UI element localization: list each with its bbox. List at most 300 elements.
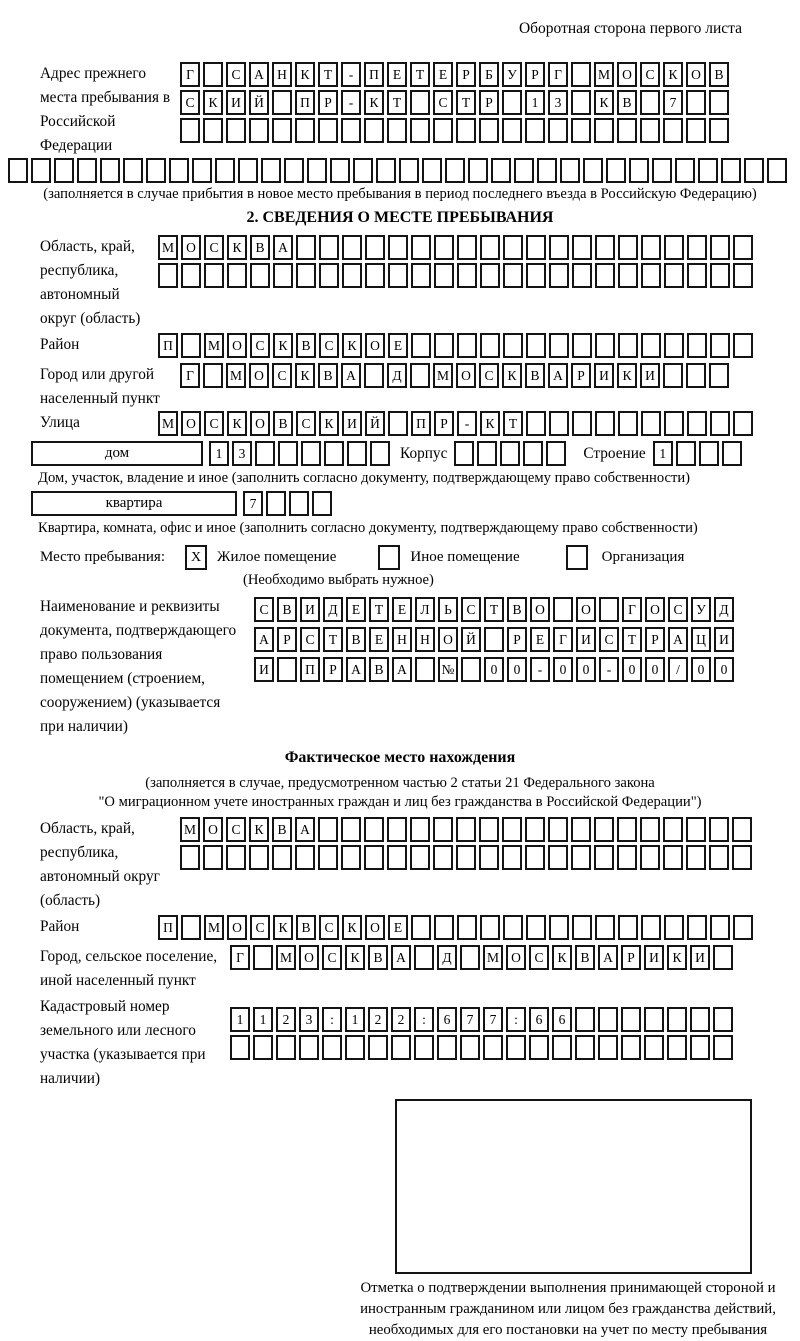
char-cell[interactable] [598,1007,618,1032]
char-cell[interactable] [312,491,332,516]
char-cell[interactable]: Й [249,90,269,115]
char-cell[interactable] [272,90,292,115]
char-cell[interactable] [324,441,344,466]
char-cell[interactable]: В [272,817,292,842]
char-cell[interactable]: 7 [243,491,263,516]
char-cell[interactable] [526,333,546,358]
char-cell[interactable] [410,845,430,870]
char-cell[interactable]: К [552,945,572,970]
char-cell[interactable] [571,118,591,143]
char-cell[interactable]: П [300,657,320,682]
char-cell[interactable]: О [686,62,706,87]
char-cell[interactable]: Е [346,597,366,622]
char-cell[interactable] [261,158,281,183]
char-cell[interactable] [667,1007,687,1032]
char-cell[interactable] [549,333,569,358]
char-cell[interactable] [526,235,546,260]
char-cell[interactable] [410,363,430,388]
char-cell[interactable] [226,845,246,870]
char-cell[interactable] [663,363,683,388]
char-cell[interactable]: С [300,627,320,652]
char-cell[interactable] [410,118,430,143]
char-cell[interactable] [640,90,660,115]
char-cell[interactable] [572,411,592,436]
char-cell[interactable] [618,235,638,260]
char-cell[interactable] [387,845,407,870]
char-cell[interactable]: 1 [525,90,545,115]
char-cell[interactable]: И [576,627,596,652]
char-cell[interactable]: Ь [438,597,458,622]
char-cell[interactable]: Е [369,627,389,652]
char-cell[interactable]: К [663,62,683,87]
char-cell[interactable] [341,845,361,870]
char-cell[interactable] [548,817,568,842]
char-cell[interactable] [710,263,730,288]
char-cell[interactable] [204,263,224,288]
char-cell[interactable] [181,263,201,288]
char-cell[interactable] [295,118,315,143]
char-cell[interactable] [506,1035,526,1060]
char-cell[interactable]: 1 [345,1007,365,1032]
char-cell[interactable] [571,817,591,842]
char-cell[interactable]: И [254,657,274,682]
char-cell[interactable] [480,235,500,260]
char-cell[interactable] [572,333,592,358]
char-cell[interactable]: О [227,915,247,940]
char-cell[interactable] [319,235,339,260]
char-cell[interactable]: 2 [276,1007,296,1032]
char-cell[interactable] [457,235,477,260]
char-cell[interactable] [456,845,476,870]
char-cell[interactable] [641,333,661,358]
char-cell[interactable] [640,817,660,842]
char-cell[interactable] [733,915,753,940]
char-cell[interactable] [123,158,143,183]
char-cell[interactable]: А [273,235,293,260]
char-cell[interactable]: 0 [645,657,665,682]
char-cell[interactable]: А [548,363,568,388]
char-cell[interactable]: Р [507,627,527,652]
char-cell[interactable] [644,1007,664,1032]
char-cell[interactable]: О [250,411,270,436]
char-cell[interactable] [571,845,591,870]
char-cell[interactable] [594,845,614,870]
char-cell[interactable] [641,915,661,940]
char-cell[interactable]: У [502,62,522,87]
char-cell[interactable] [548,845,568,870]
char-cell[interactable]: О [530,597,550,622]
char-cell[interactable]: Т [369,597,389,622]
char-cell[interactable] [364,118,384,143]
char-cell[interactable] [322,1035,342,1060]
char-cell[interactable]: Т [410,62,430,87]
char-cell[interactable] [526,263,546,288]
char-cell[interactable] [732,817,752,842]
char-cell[interactable] [341,118,361,143]
char-cell[interactable]: М [158,411,178,436]
char-cell[interactable] [273,263,293,288]
char-cell[interactable] [710,235,730,260]
char-cell[interactable] [594,817,614,842]
char-cell[interactable]: К [295,363,315,388]
char-cell[interactable] [687,263,707,288]
char-cell[interactable]: В [617,90,637,115]
char-cell[interactable] [289,491,309,516]
char-cell[interactable] [307,158,327,183]
char-cell[interactable]: Е [530,627,550,652]
char-cell[interactable]: У [691,597,711,622]
char-cell[interactable]: 1 [653,441,673,466]
char-cell[interactable]: Н [392,627,412,652]
char-cell[interactable]: А [391,945,411,970]
char-cell[interactable] [618,263,638,288]
char-cell[interactable] [595,915,615,940]
char-cell[interactable] [454,441,474,466]
char-cell[interactable] [733,411,753,436]
char-cell[interactable] [456,817,476,842]
char-cell[interactable] [595,333,615,358]
char-cell[interactable] [664,411,684,436]
char-cell[interactable]: К [364,90,384,115]
char-cell[interactable]: В [368,945,388,970]
char-cell[interactable]: Р [571,363,591,388]
char-cell[interactable] [710,915,730,940]
char-cell[interactable]: Д [323,597,343,622]
char-cell[interactable] [575,1035,595,1060]
char-cell[interactable] [744,158,764,183]
char-cell[interactable] [230,1035,250,1060]
char-cell[interactable]: 0 [622,657,642,682]
char-cell[interactable] [415,657,435,682]
char-cell[interactable] [457,263,477,288]
char-cell[interactable] [690,1007,710,1032]
char-cell[interactable]: М [226,363,246,388]
char-cell[interactable] [526,915,546,940]
char-cell[interactable] [699,441,719,466]
char-cell[interactable] [621,1035,641,1060]
char-cell[interactable] [387,817,407,842]
char-cell[interactable]: П [158,915,178,940]
char-cell[interactable] [733,333,753,358]
char-cell[interactable]: 0 [691,657,711,682]
char-cell[interactable] [572,235,592,260]
char-cell[interactable] [571,62,591,87]
char-cell[interactable]: С [250,915,270,940]
char-cell[interactable] [433,845,453,870]
char-cell[interactable]: А [254,627,274,652]
char-cell[interactable] [560,158,580,183]
char-cell[interactable]: 1 [253,1007,273,1032]
char-cell[interactable]: - [530,657,550,682]
char-cell[interactable] [410,90,430,115]
char-cell[interactable] [553,597,573,622]
checkbox-residential[interactable]: X [185,545,207,570]
char-cell[interactable] [180,845,200,870]
char-cell[interactable] [502,817,522,842]
char-cell[interactable]: С [272,363,292,388]
char-cell[interactable]: 0 [507,657,527,682]
char-cell[interactable]: А [598,945,618,970]
char-cell[interactable] [502,90,522,115]
char-cell[interactable] [575,1007,595,1032]
char-cell[interactable]: С [296,411,316,436]
char-cell[interactable]: М [204,915,224,940]
char-cell[interactable]: Т [503,411,523,436]
char-cell[interactable] [479,845,499,870]
char-cell[interactable] [484,627,504,652]
char-cell[interactable]: К [319,411,339,436]
char-cell[interactable]: О [576,597,596,622]
char-cell[interactable] [709,845,729,870]
char-cell[interactable]: И [714,627,734,652]
char-cell[interactable]: О [617,62,637,87]
char-cell[interactable] [100,158,120,183]
char-cell[interactable] [479,118,499,143]
char-cell[interactable] [572,915,592,940]
char-cell[interactable]: Т [484,597,504,622]
char-cell[interactable] [709,90,729,115]
char-cell[interactable]: Й [365,411,385,436]
char-cell[interactable] [388,235,408,260]
char-cell[interactable] [253,945,273,970]
char-cell[interactable]: 1 [209,441,229,466]
char-cell[interactable]: В [369,657,389,682]
char-cell[interactable] [370,441,390,466]
char-cell[interactable] [548,118,568,143]
char-cell[interactable]: Г [622,597,642,622]
char-cell[interactable] [422,158,442,183]
char-cell[interactable] [480,915,500,940]
char-cell[interactable] [664,333,684,358]
char-cell[interactable]: К [273,333,293,358]
char-cell[interactable]: № [438,657,458,682]
char-cell[interactable]: Е [392,597,412,622]
char-cell[interactable]: К [617,363,637,388]
char-cell[interactable]: 2 [391,1007,411,1032]
char-cell[interactable] [549,915,569,940]
char-cell[interactable] [330,158,350,183]
char-cell[interactable] [549,411,569,436]
char-cell[interactable] [529,1035,549,1060]
char-cell[interactable] [503,263,523,288]
char-cell[interactable] [687,235,707,260]
char-cell[interactable] [341,817,361,842]
char-cell[interactable]: С [250,333,270,358]
char-cell[interactable]: К [227,411,247,436]
char-cell[interactable] [77,158,97,183]
char-cell[interactable] [410,817,430,842]
char-cell[interactable] [272,845,292,870]
char-cell[interactable] [203,118,223,143]
char-cell[interactable]: Й [461,627,481,652]
char-cell[interactable]: В [318,363,338,388]
char-cell[interactable]: Г [548,62,568,87]
char-cell[interactable] [414,945,434,970]
char-cell[interactable]: 7 [663,90,683,115]
char-cell[interactable]: П [411,411,431,436]
char-cell[interactable]: К [295,62,315,87]
char-cell[interactable]: И [300,597,320,622]
char-cell[interactable] [595,263,615,288]
char-cell[interactable] [552,1035,572,1060]
char-cell[interactable] [399,158,419,183]
char-cell[interactable] [203,62,223,87]
char-cell[interactable]: И [226,90,246,115]
char-cell[interactable] [687,915,707,940]
char-cell[interactable] [477,441,497,466]
char-cell[interactable] [250,263,270,288]
char-cell[interactable]: Е [388,333,408,358]
char-cell[interactable] [595,235,615,260]
char-cell[interactable] [434,263,454,288]
char-cell[interactable]: М [483,945,503,970]
char-cell[interactable]: : [322,1007,342,1032]
char-cell[interactable]: П [158,333,178,358]
char-cell[interactable] [526,411,546,436]
char-cell[interactable]: 7 [460,1007,480,1032]
char-cell[interactable]: Р [456,62,476,87]
char-cell[interactable] [353,158,373,183]
char-cell[interactable]: И [644,945,664,970]
char-cell[interactable] [376,158,396,183]
char-cell[interactable]: О [365,915,385,940]
char-cell[interactable]: Г [230,945,250,970]
char-cell[interactable] [411,915,431,940]
char-cell[interactable]: С [433,90,453,115]
char-cell[interactable]: В [346,627,366,652]
char-cell[interactable]: К [667,945,687,970]
char-cell[interactable]: О [249,363,269,388]
char-cell[interactable]: С [322,945,342,970]
char-cell[interactable] [686,817,706,842]
char-cell[interactable] [457,333,477,358]
char-cell[interactable] [365,235,385,260]
char-cell[interactable] [732,845,752,870]
char-cell[interactable] [698,158,718,183]
char-cell[interactable]: М [276,945,296,970]
char-cell[interactable]: О [456,363,476,388]
char-cell[interactable] [368,1035,388,1060]
char-cell[interactable] [710,333,730,358]
char-cell[interactable]: Е [387,62,407,87]
char-cell[interactable] [480,263,500,288]
char-cell[interactable] [278,441,298,466]
char-cell[interactable] [664,263,684,288]
char-cell[interactable] [253,1035,273,1060]
char-cell[interactable]: Г [180,62,200,87]
char-cell[interactable] [434,333,454,358]
char-cell[interactable]: : [414,1007,434,1032]
char-cell[interactable]: Р [318,90,338,115]
char-cell[interactable]: С [640,62,660,87]
char-cell[interactable] [238,158,258,183]
char-cell[interactable]: В [709,62,729,87]
char-cell[interactable]: Р [479,90,499,115]
char-cell[interactable] [606,158,626,183]
char-cell[interactable] [664,915,684,940]
char-cell[interactable] [721,158,741,183]
char-cell[interactable]: Д [437,945,457,970]
char-cell[interactable] [433,817,453,842]
char-cell[interactable] [181,915,201,940]
char-cell[interactable] [641,411,661,436]
char-cell[interactable] [437,1035,457,1060]
char-cell[interactable] [503,333,523,358]
char-cell[interactable] [203,363,223,388]
char-cell[interactable] [345,1035,365,1060]
char-cell[interactable] [595,411,615,436]
char-cell[interactable] [296,235,316,260]
char-cell[interactable]: Р [525,62,545,87]
char-cell[interactable] [411,235,431,260]
char-cell[interactable] [8,158,28,183]
char-cell[interactable] [667,1035,687,1060]
char-cell[interactable] [503,235,523,260]
char-cell[interactable] [652,158,672,183]
char-cell[interactable] [713,1035,733,1060]
char-cell[interactable] [676,441,696,466]
char-cell[interactable] [525,845,545,870]
char-cell[interactable]: Т [387,90,407,115]
char-cell[interactable]: П [295,90,315,115]
char-cell[interactable] [687,411,707,436]
char-cell[interactable]: А [249,62,269,87]
char-cell[interactable] [617,817,637,842]
char-cell[interactable]: М [158,235,178,260]
char-cell[interactable]: К [273,915,293,940]
char-cell[interactable] [342,235,362,260]
char-cell[interactable]: 6 [552,1007,572,1032]
char-cell[interactable] [599,597,619,622]
char-cell[interactable] [571,90,591,115]
char-cell[interactable]: И [690,945,710,970]
char-cell[interactable]: С [226,62,246,87]
char-cell[interactable] [411,333,431,358]
char-cell[interactable] [180,118,200,143]
char-cell[interactable]: К [203,90,223,115]
char-cell[interactable]: А [295,817,315,842]
char-cell[interactable] [364,817,384,842]
char-cell[interactable] [296,263,316,288]
char-cell[interactable]: К [227,235,247,260]
char-cell[interactable] [226,118,246,143]
char-cell[interactable] [690,1035,710,1060]
char-cell[interactable]: В [250,235,270,260]
char-cell[interactable] [249,845,269,870]
char-cell[interactable]: В [273,411,293,436]
char-cell[interactable] [299,1035,319,1060]
char-cell[interactable] [460,1035,480,1060]
char-cell[interactable] [621,1007,641,1032]
char-cell[interactable] [434,235,454,260]
char-cell[interactable]: Р [645,627,665,652]
char-cell[interactable] [675,158,695,183]
char-cell[interactable] [54,158,74,183]
char-cell[interactable]: Л [415,597,435,622]
char-cell[interactable] [618,915,638,940]
char-cell[interactable]: 0 [484,657,504,682]
char-cell[interactable]: 3 [299,1007,319,1032]
char-cell[interactable]: С [668,597,688,622]
char-cell[interactable] [686,845,706,870]
char-cell[interactable] [525,817,545,842]
char-cell[interactable] [641,235,661,260]
char-cell[interactable] [500,441,520,466]
char-cell[interactable] [364,845,384,870]
char-cell[interactable]: В [296,333,316,358]
char-cell[interactable] [460,945,480,970]
char-cell[interactable]: Н [415,627,435,652]
